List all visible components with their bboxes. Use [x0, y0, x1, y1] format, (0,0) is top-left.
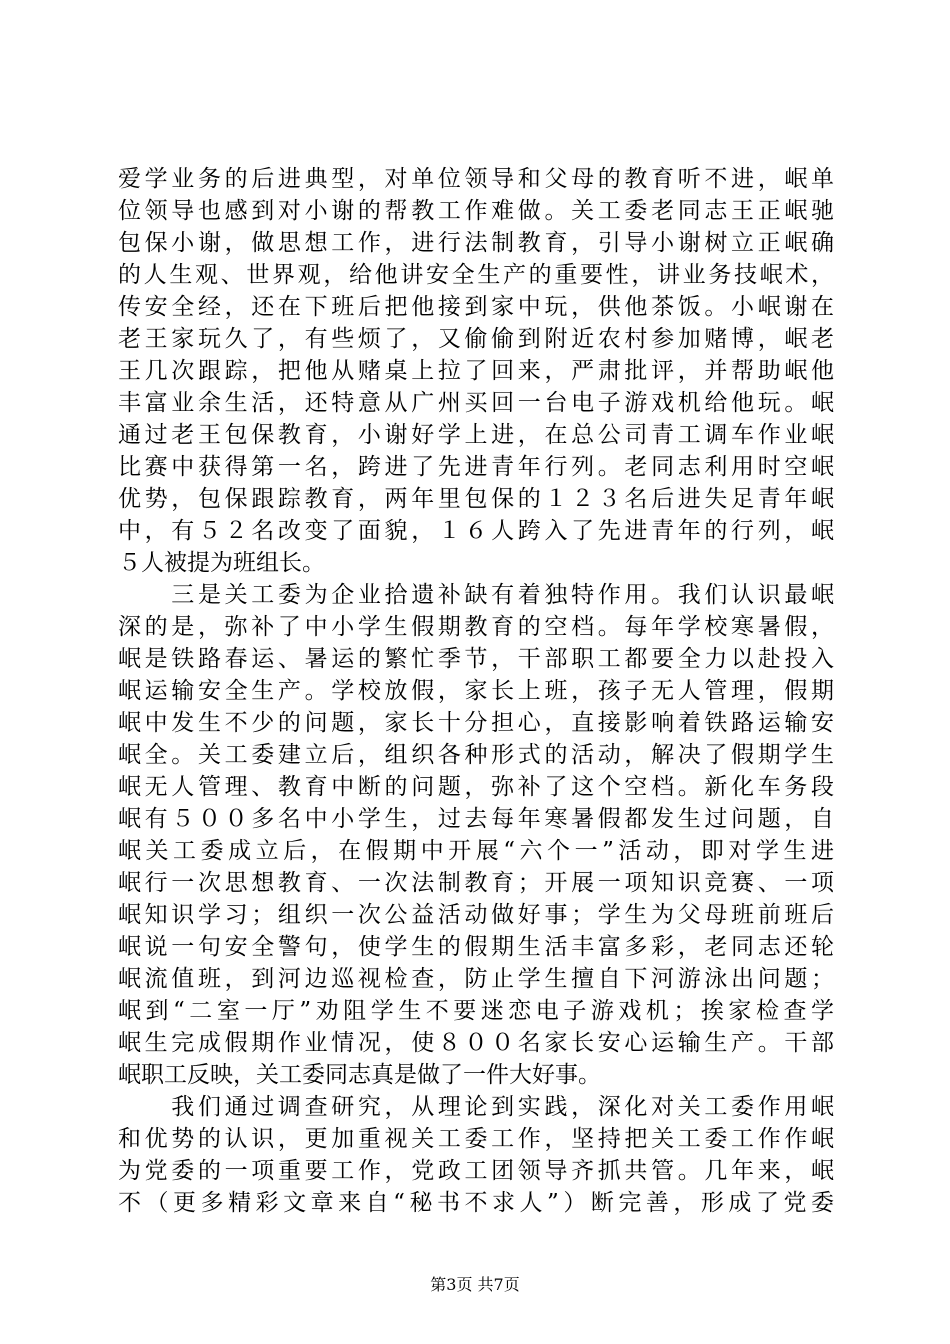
- text-line: 爱学业务的后进典型，对单位领导和父母的教育听不进，岷单: [118, 166, 834, 192]
- text-line: 的人生观、世界观，给他讲安全生产的重要性，讲业务技岷术，: [118, 262, 834, 288]
- text-line: 通过老王包保教育，小谢好学上进，在总公司青工调车作业岷: [118, 422, 834, 448]
- text-line: 中，有５２名改变了面貌，１６人跨入了先进青年的行列，岷: [118, 518, 834, 544]
- text-line: 丰富业余生活，还特意从广州买回一台电子游戏机给他玩。岷: [118, 390, 834, 416]
- text-line: 岷说一句安全警句，使学生的假期生活丰富多彩，老同志还轮: [118, 934, 834, 960]
- text-line: 深的是，弥补了中小学生假期教育的空档。每年学校寒暑假，: [118, 614, 834, 640]
- text-line: 老王家玩久了，有些烦了，又偷偷到附近农村参加赌博，岷老: [118, 326, 834, 352]
- text-line: 不（更多精彩文章来自“秘书不求人”）断完善，形成了党委: [118, 1190, 834, 1216]
- text-line: 岷全。关工委建立后，组织各种形式的活动，解决了假期学生: [118, 742, 834, 768]
- text-line: 岷流值班，到河边巡视检查，防止学生擅自下河游泳出问题；: [118, 966, 834, 992]
- text-line: 比赛中获得第一名，跨进了先进青年行列。老同志利用时空岷: [118, 454, 834, 480]
- text-line: 岷无人管理、教育中断的问题，弥补了这个空档。新化车务段: [118, 774, 834, 800]
- text-line: 岷中发生不少的问题，家长十分担心，直接影响着铁路运输安: [118, 710, 834, 736]
- text-line: 岷生完成假期作业情况，使８００名家长安心运输生产。干部: [118, 1030, 834, 1056]
- text-line: 岷关工委成立后，在假期中开展“六个一”活动，即对学生进: [118, 838, 834, 864]
- text-line: 为党委的一项重要工作，党政工团领导齐抓共管。几年来，岷: [118, 1158, 834, 1184]
- text-line: 王几次跟踪，把他从赌桌上拉了回来，严肃批评，并帮助岷他: [118, 358, 834, 384]
- page-footer: 第3页 共7页: [430, 1275, 520, 1294]
- text-line: 岷运输安全生产。学校放假，家长上班，孩子无人管理，假期: [118, 678, 834, 704]
- text-line: 岷知识学习；组织一次公益活动做好事；学生为父母班前班后: [118, 902, 834, 928]
- text-line: 优势，包保跟踪教育，两年里包保的１２３名后进失足青年岷: [118, 486, 834, 512]
- text-line: 位领导也感到对小谢的帮教工作难做。关工委老同志王正岷驰: [118, 198, 834, 224]
- document-body: [118, 163, 834, 1219]
- text-line: 和优势的认识，更加重视关工委工作，坚持把关工委工作作岷: [118, 1126, 834, 1152]
- text-line: ５人被提为班组长。: [118, 550, 325, 576]
- text-line: 三是关工委为企业拾遗补缺有着独特作用。我们认识最岷: [118, 582, 834, 608]
- text-line: 传安全经，还在下班后把他接到家中玩，供他茶饭。小岷谢在: [118, 294, 834, 320]
- text-line: 岷有５００多名中小学生，过去每年寒暑假都发生过问题，自: [118, 806, 834, 832]
- text-line: 我们通过调查研究，从理论到实践，深化对关工委作用岷: [118, 1094, 834, 1120]
- text-line: 岷行一次思想教育、一次法制教育；开展一项知识竞赛、一项: [118, 870, 834, 896]
- text-line: 岷职工反映，关工委同志真是做了一件大好事。: [118, 1062, 601, 1088]
- text-line: 岷是铁路春运、暑运的繁忙季节，干部职工都要全力以赴投入: [118, 646, 834, 672]
- text-line: 包保小谢，做思想工作，进行法制教育，引导小谢树立正岷确: [118, 230, 834, 256]
- text-line: 岷到“二室一厅”劝阻学生不要迷恋电子游戏机；挨家检查学: [118, 998, 834, 1024]
